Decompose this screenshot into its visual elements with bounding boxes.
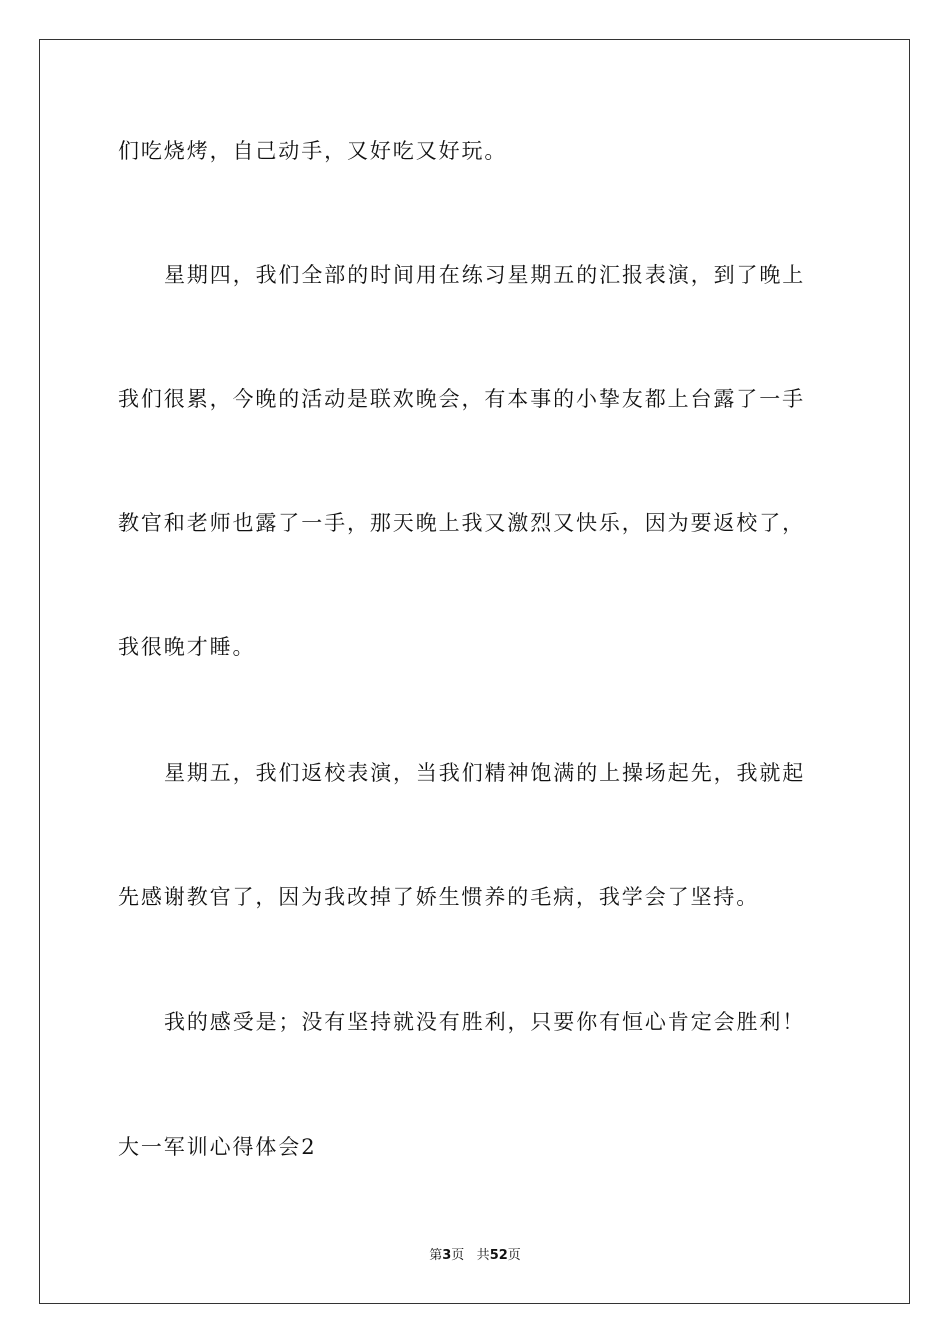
body-line-6: 星期五，我们返校表演，当我们精神饱满的上操场起先，我就起 — [164, 761, 806, 785]
footer-total-pages: 52 — [489, 1248, 508, 1263]
footer-total-prefix: 共 — [476, 1248, 490, 1263]
page-footer — [0, 1247, 950, 1265]
footer-page-number: 3 — [442, 1248, 452, 1263]
footer-page-suffix: 页 — [451, 1248, 465, 1263]
body-line-5: 我很晚才睡。 — [118, 635, 256, 659]
footer-page-prefix: 第 — [429, 1248, 443, 1263]
page-border — [39, 39, 910, 1304]
footer-total-suffix: 页 — [507, 1248, 521, 1263]
body-line-7: 先感谢教官了，因为我改掉了娇生惯养的毛病，我学会了坚持。 — [118, 885, 760, 909]
body-line-1: 们吃烧烤，自己动手，又好吃又好玩。 — [118, 139, 508, 163]
body-line-2: 星期四，我们全部的时间用在练习星期五的汇报表演，到了晚上 — [164, 263, 806, 287]
section-heading: 大一军训心得体会2 — [118, 1135, 317, 1159]
body-line-8: 我的感受是；没有坚持就没有胜利，只要你有恒心肯定会胜利！ — [164, 1010, 806, 1034]
body-line-4: 教官和老师也露了一手，那天晚上我又激烈又快乐，因为要返校了， — [118, 511, 805, 535]
body-line-3: 我们很累，今晚的活动是联欢晚会，有本事的小挚友都上台露了一手 — [118, 387, 805, 411]
